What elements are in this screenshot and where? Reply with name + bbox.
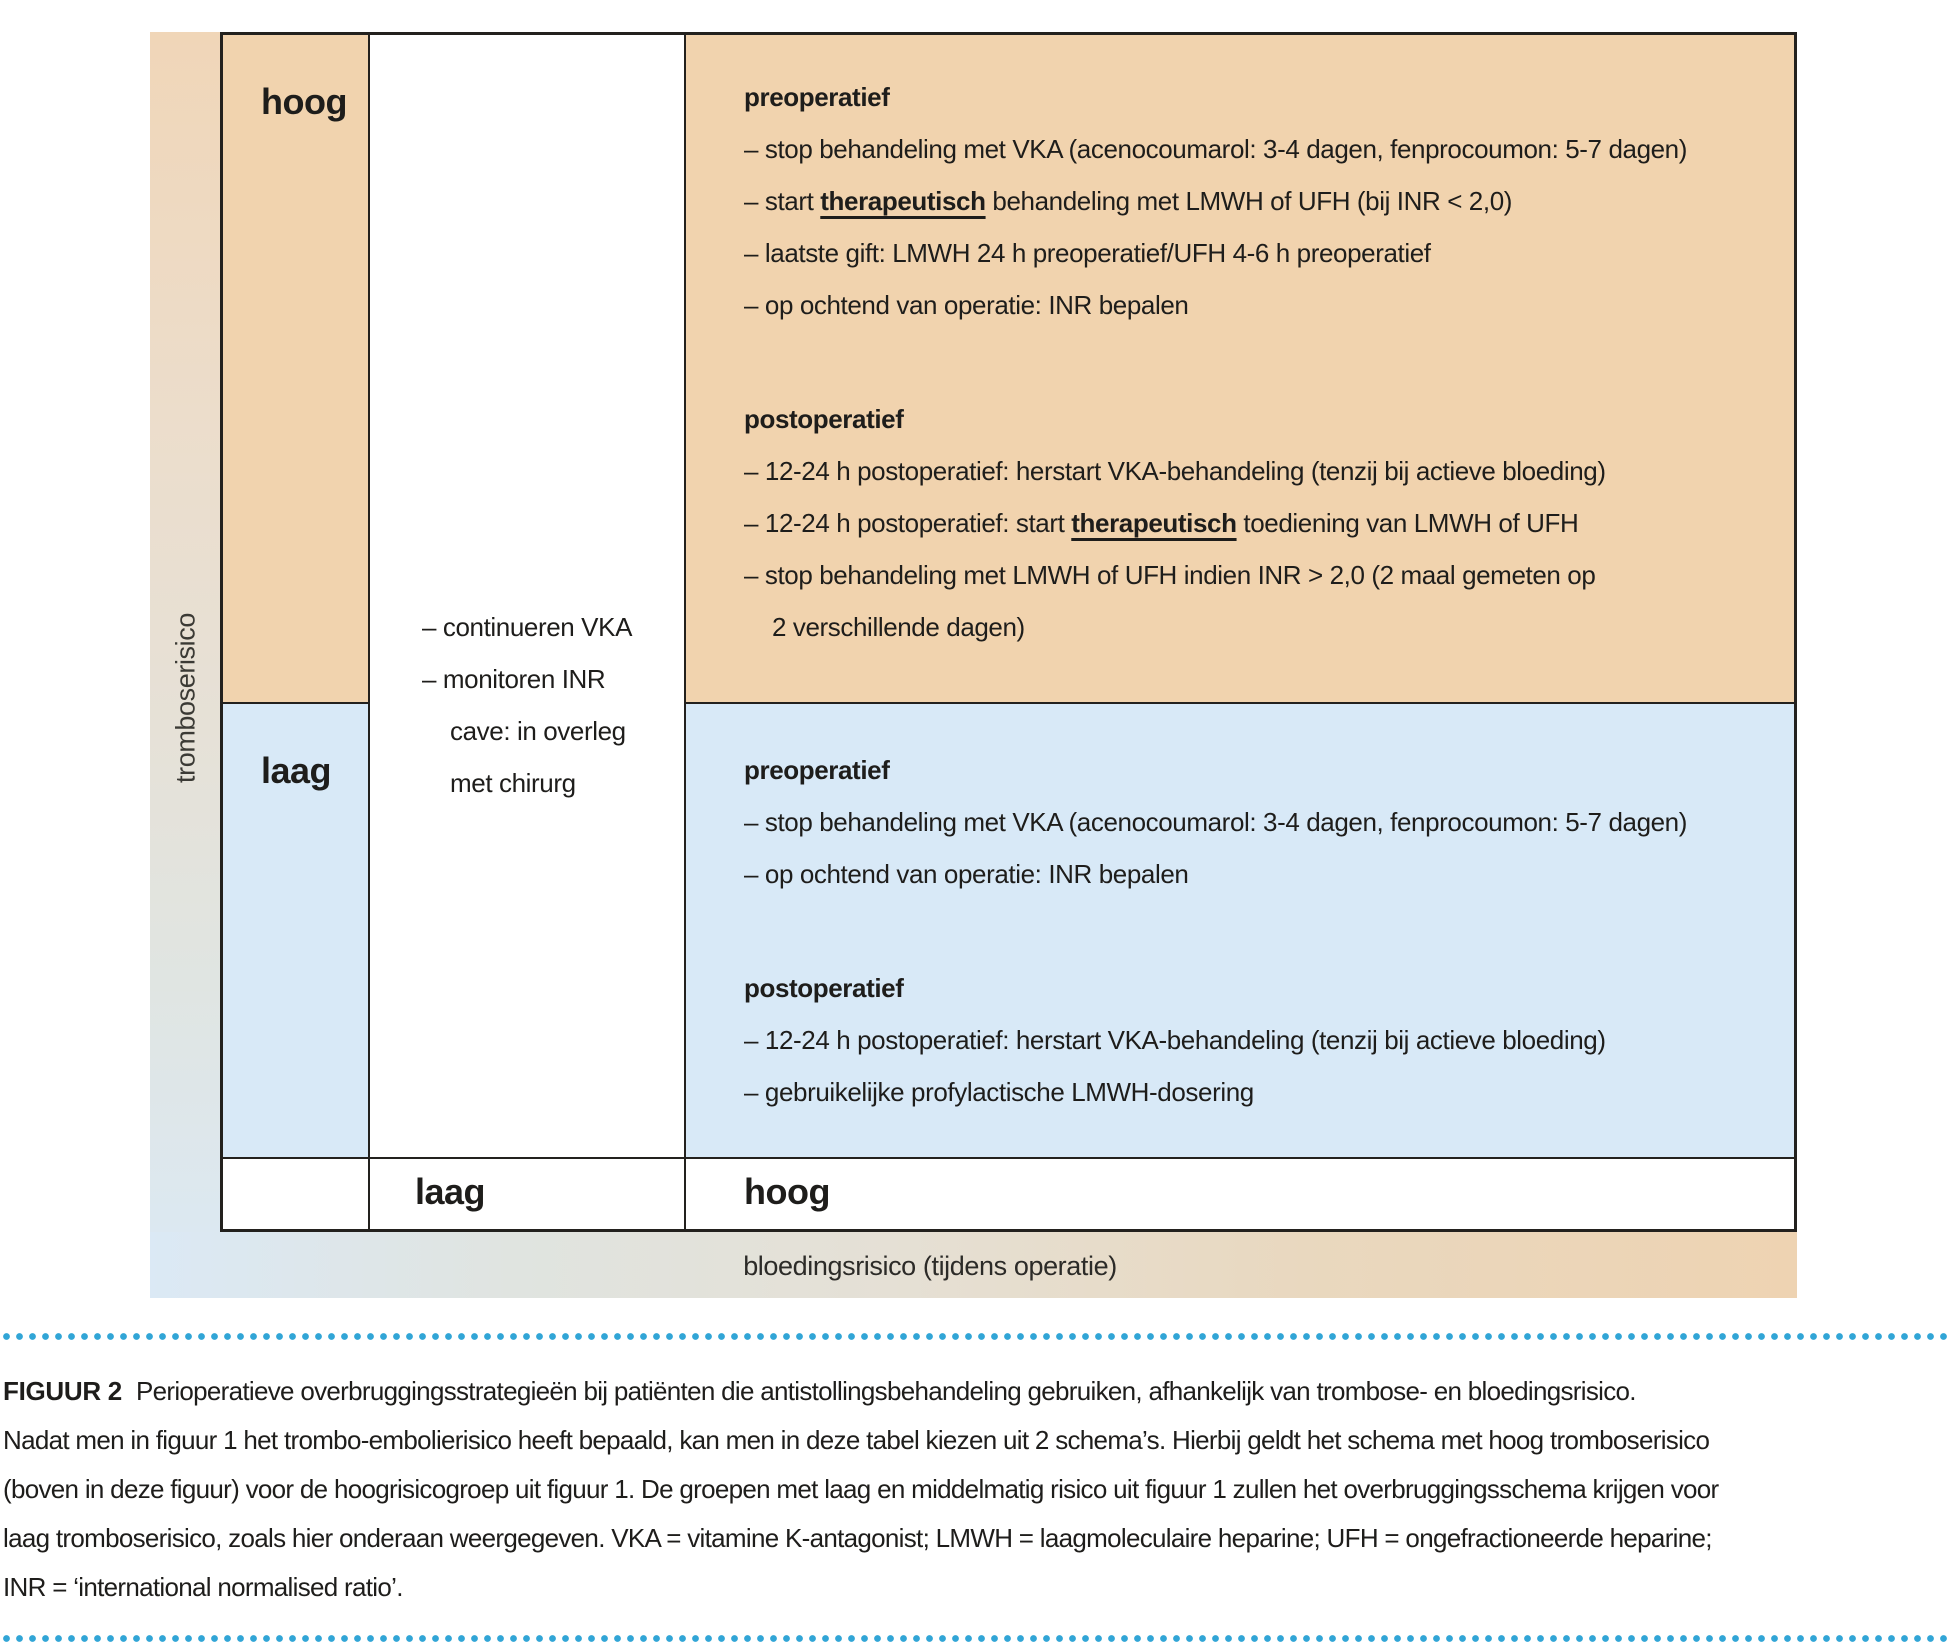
caption-line	[3, 1367, 1949, 1416]
col-label-high: hoog	[744, 1171, 830, 1212]
list-item: – op ochtend van operatie: INR bepalen	[744, 290, 1189, 320]
spacer	[744, 900, 1794, 962]
caption-text: Perioperatieve overbruggingsstrategieën bij patiënten die antistollingsbehandeling gebruiken, afhankelijk van trombose- en bloedingsrisico.	[135, 1376, 1636, 1406]
item-text: – 12-24 h postoperatief: start	[744, 508, 1072, 538]
cell-low-thrombosis-high-bleeding	[686, 704, 1794, 1159]
row-label-high: hoog	[261, 81, 347, 122]
list-item: – stop behandeling met VKA (acenocoumarol: 3-4 dagen, fenprocoumon: 5-7 dagen)	[744, 807, 1688, 837]
col-label-low: laag	[415, 1171, 486, 1212]
col-label-cell-low-bleeding	[370, 1159, 686, 1229]
section-title-preoperative: preoperatief	[744, 82, 890, 112]
list-item: – monitoren INR	[422, 664, 606, 694]
x-axis-label: bloedingsrisico (tijdens operatie)	[743, 1251, 1117, 1281]
emphasized-term: therapeutisch	[820, 186, 986, 216]
item-text: toediening van LMWH of UFH	[1236, 508, 1579, 538]
y-axis-label: tromboserisico	[170, 613, 201, 783]
list-item-continuation: 2 verschillende dagen)	[772, 612, 1025, 642]
emphasized-term: therapeutisch	[1071, 508, 1237, 538]
list-item: – continueren VKA	[422, 612, 633, 642]
caption-line: Nadat men in figuur 1 het trombo-embolierisico heeft bepaald, kan men in deze tabel kiezen uit 2 schema’s. Hierbij geldt het schema met hoog tromboserisico	[3, 1425, 1710, 1455]
caption-line: (boven in deze figuur) voor de hoogrisicogroep uit figuur 1. De groepen met laag en middelmatig risico uit figuur 1 zullen het overbruggingsschema krijgen voor	[3, 1474, 1719, 1504]
spacer	[744, 331, 1794, 393]
list-item	[744, 175, 1794, 227]
list-item: – 12-24 h postoperatief: herstart VKA-behandeling (tenzij bij actieve bloeding)	[744, 456, 1606, 486]
section-title-postoperative: postoperatief	[744, 973, 904, 1003]
list-item: – 12-24 h postoperatief: herstart VKA-behandeling (tenzij bij actieve bloeding)	[744, 1025, 1606, 1055]
cell-low-bleeding-strategy	[370, 35, 686, 1159]
high-thrombosis-protocol	[686, 35, 1794, 653]
dotted-divider-bottom	[0, 1634, 1949, 1643]
low-thrombosis-protocol	[686, 704, 1794, 1118]
row-label-low: laag	[261, 750, 332, 791]
list-item: – stop behandeling met LMWH of UFH indien INR > 2,0 (2 maal gemeten op	[744, 560, 1596, 590]
dotted-divider-top	[0, 1332, 1949, 1341]
figure-caption	[3, 1367, 1949, 1612]
list-item: – gebruikelijke profylactische LMWH-dosering	[744, 1077, 1254, 1107]
row-label-cell-low-thrombosis	[223, 704, 370, 1159]
caption-line: INR = ‘international normalised ratio’.	[3, 1572, 403, 1602]
list-item: – op ochtend van operatie: INR bepalen	[744, 859, 1189, 889]
list-item-note: cave: in overleg	[450, 716, 626, 746]
caption-line: laag tromboserisico, zoals hier onderaan weergegeven. VKA = vitamine K-antagonist; LMWH = laagmoleculaire heparine; UFH = ongefractioneerde heparine;	[3, 1523, 1712, 1553]
list-item: – laatste gift: LMWH 24 h preoperatief/UFH 4-6 h preoperatief	[744, 238, 1431, 268]
item-text: – start	[744, 186, 821, 216]
risk-matrix-table	[220, 32, 1797, 1232]
row-label-cell-high-thrombosis	[223, 35, 370, 704]
corner-empty-cell	[223, 1159, 370, 1229]
item-text: behandeling met LMWH of UFH (bij INR < 2,0)	[985, 186, 1513, 216]
cell-high-thrombosis-high-bleeding	[686, 35, 1794, 704]
section-title-preoperative: preoperatief	[744, 755, 890, 785]
list-item-note: met chirurg	[450, 768, 576, 798]
list-item	[744, 497, 1794, 549]
col-label-cell-high-bleeding	[686, 1159, 1794, 1229]
continue-vka-list	[370, 601, 684, 809]
section-title-postoperative: postoperatief	[744, 404, 904, 434]
figure-number-label: FIGUUR 2	[3, 1376, 122, 1406]
list-item: – stop behandeling met VKA (acenocoumarol: 3-4 dagen, fenprocoumon: 5-7 dagen)	[744, 134, 1688, 164]
